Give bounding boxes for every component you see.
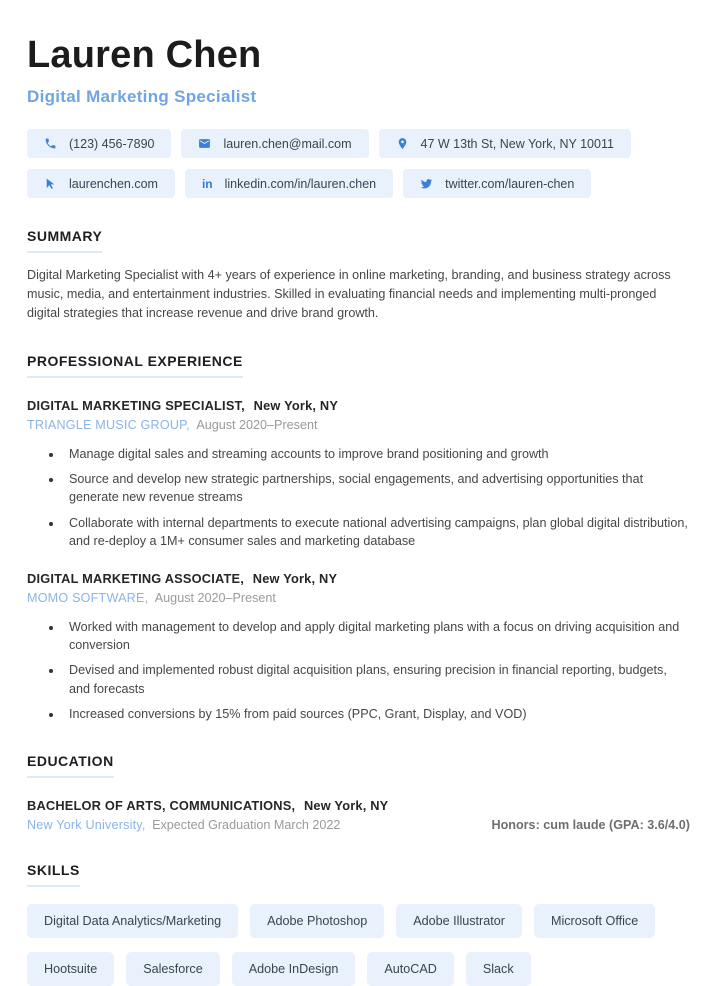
phone-icon [44, 137, 57, 150]
job-company-line [27, 418, 690, 432]
contact-section [27, 129, 690, 198]
skill-chip: AutoCAD [367, 952, 454, 986]
skill-chip: Adobe Photoshop [250, 904, 384, 938]
twitter-icon [420, 177, 433, 190]
summary-section [27, 228, 690, 323]
address-chip[interactable] [379, 129, 631, 158]
skills-list [27, 904, 690, 986]
bullet-item: • Worked with management to develop and apply digital marketing plans with a focus on driving acquisition and conversion [63, 618, 690, 655]
skill-chip: Salesforce [126, 952, 220, 986]
email-chip[interactable] [181, 129, 368, 158]
skill-chip: Slack [466, 952, 531, 986]
school-link[interactable]: New York University, [27, 818, 146, 833]
website-label: laurenchen.com [69, 176, 158, 191]
location-icon [396, 137, 409, 150]
job-title-line [27, 571, 690, 586]
degree: BACHELOR OF ARTS, COMMUNICATIONS, [27, 798, 296, 814]
skill-chip: Adobe Illustrator [396, 904, 522, 938]
company-link[interactable]: MOMO SOFTWARE, [27, 590, 149, 605]
job-entry [27, 398, 690, 551]
summary-heading: SUMMARY [27, 228, 102, 253]
email-label: lauren.chen@mail.com [223, 136, 352, 151]
education-subline [27, 818, 690, 832]
person-title: Digital Marketing Specialist [27, 87, 257, 106]
twitter-label: twitter.com/lauren-chen [445, 176, 575, 191]
job-entry [27, 571, 690, 724]
job-dates: August 2020–Present [196, 417, 318, 432]
bullet-item: • Source and develop new strategic partnerships, social engagements, and advertising opportunities that generate new revenue streams [63, 470, 690, 507]
honors-text: Honors: cum laude (GPA: 3.6/4.0) [491, 818, 690, 833]
skill-chip: Hootsuite [27, 952, 114, 986]
phone-label: (123) 456-7890 [69, 136, 155, 151]
skill-chip: Microsoft Office [534, 904, 655, 938]
contact-row-2 [27, 169, 690, 198]
person-name: Lauren Chen [27, 34, 262, 76]
contact-row-1 [27, 129, 690, 158]
bullet-item: • Manage digital sales and streaming accounts to improve brand positioning and growth [63, 445, 690, 463]
degree-line [27, 798, 690, 813]
job-location: New York, NY [253, 397, 339, 413]
linkedin-label: linkedin.com/in/lauren.chen [224, 176, 377, 191]
bullet-item: • Collaborate with internal departments to execute national advertising campaigns, plan global digital distribution, and re-deploy a 1M+ consumer sales and marketing database [63, 514, 690, 551]
job-dates: August 2020–Present [154, 590, 276, 605]
job-company-line [27, 591, 690, 605]
website-icon [44, 177, 57, 190]
twitter-chip[interactable] [403, 169, 591, 198]
website-chip[interactable] [27, 169, 175, 198]
job-bullets [27, 618, 690, 724]
address-label: 47 W 13th St, New York, NY 10011 [420, 136, 614, 151]
graduation-date: Expected Graduation March 2022 [152, 818, 341, 833]
education-heading: EDUCATION [27, 753, 114, 778]
skills-heading: SKILLS [27, 862, 80, 887]
bullet-item: • Increased conversions by 15% from paid sources (PPC, Grant, Display, and VOD) [63, 705, 690, 723]
linkedin-chip[interactable] [185, 169, 393, 198]
skill-chip: Adobe InDesign [232, 952, 356, 986]
summary-text: Digital Marketing Specialist with 4+ years of experience in online marketing, branding, and business strategy across music, media, and entertainment industries. Skilled in evaluating financial needs and implementing multi-pronged digital strategies that increase revenue and drive brand growth. [27, 268, 671, 320]
skill-chip: Digital Data Analytics/Marketing [27, 904, 238, 938]
company-link[interactable]: TRIANGLE MUSIC GROUP, [27, 417, 190, 432]
linkedin-icon: in [201, 176, 213, 191]
education-section [27, 753, 690, 832]
job-title: DIGITAL MARKETING SPECIALIST, [27, 397, 245, 413]
job-location: New York, NY [252, 570, 338, 586]
job-title-line [27, 398, 690, 413]
education-location: New York, NY [303, 798, 389, 814]
email-icon [198, 137, 211, 150]
phone-chip[interactable] [27, 129, 171, 158]
school-and-graduation [27, 818, 340, 832]
job-title: DIGITAL MARKETING ASSOCIATE, [27, 570, 244, 586]
education-entry [27, 798, 690, 832]
bullet-item: • Devised and implemented robust digital acquisition plans, ensuring precision in financial reporting, budgets, and forecasts [63, 661, 690, 698]
job-bullets [27, 445, 690, 551]
skills-section [27, 862, 690, 986]
experience-section [27, 353, 690, 724]
experience-heading: PROFESSIONAL EXPERIENCE [27, 353, 243, 378]
